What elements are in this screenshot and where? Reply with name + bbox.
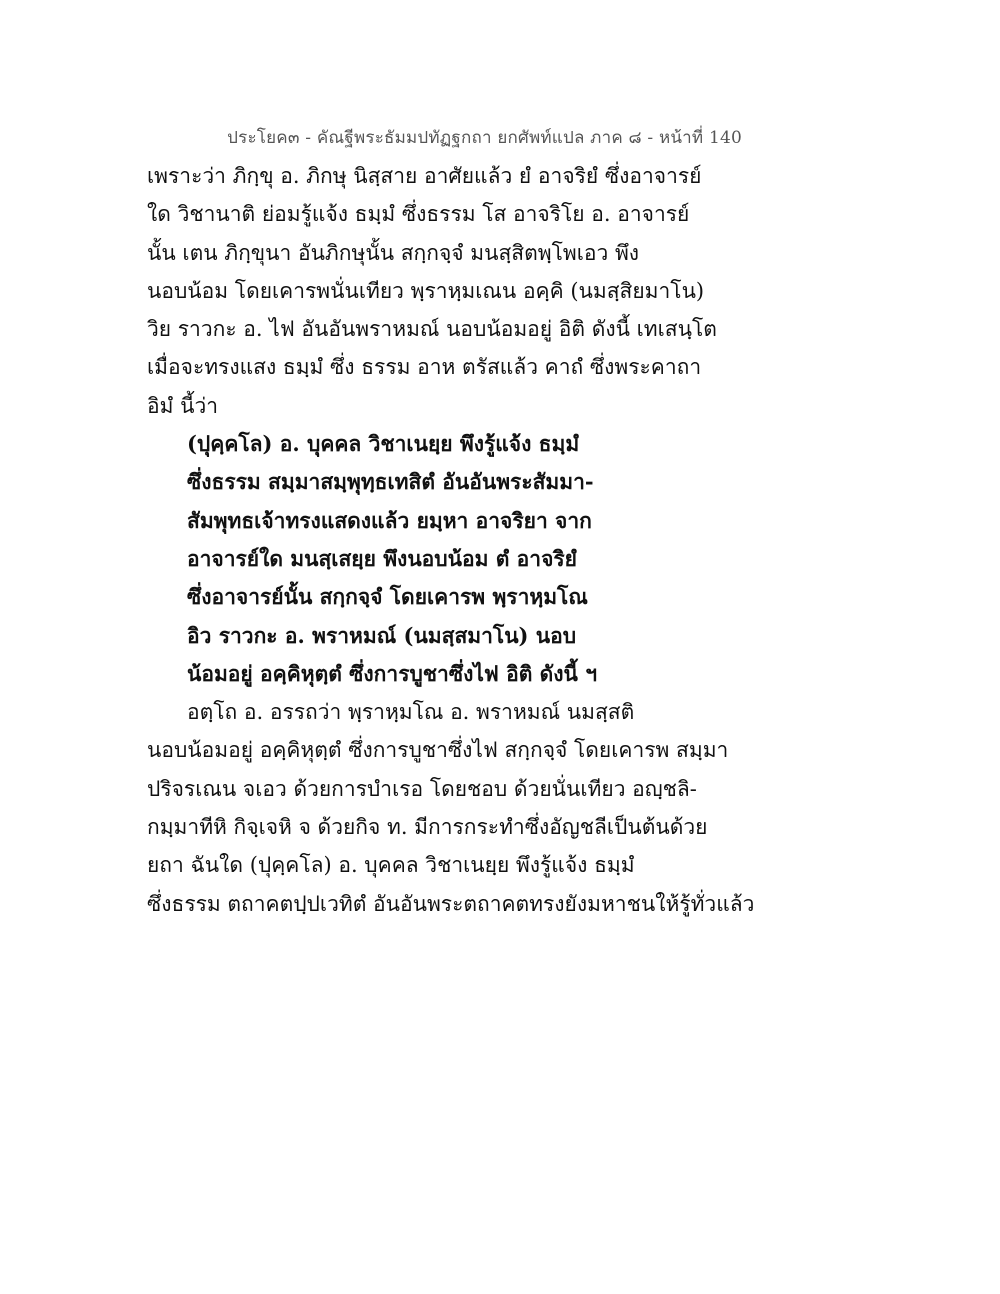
text-line: นั้น เตน ภิกฺขุนา อันภิกษุนั้น สกฺกจฺจํ มนสฺสิตพฺโพเอว พึง bbox=[147, 240, 640, 265]
text-line: อตฺโถ อ. อรรถว่า พฺราหฺมโณ อ. พราหมณ์ นมสฺสติ bbox=[187, 700, 635, 725]
text-line: เมื่อจะทรงแสง ธมฺมํ ซึ่ง ธรรม อาห ตรัสแล้ว คาถํ ซึ่งพระคาถา bbox=[147, 355, 702, 380]
text-line: ใด วิชานาติ ย่อมรู้แจ้ง ธมฺมํ ซึ่งธรรม โส อาจริโย อ. อาจารย์ bbox=[147, 202, 690, 227]
verse-line: อิว ราวกะ อ. พราหมณ์ (นมสฺสมาโน) นอบ bbox=[187, 622, 577, 648]
verse-line: น้อมอยู่ อคฺคิหุตฺตํ ซึ่งการบูชาซึ่งไฟ อิติ ดังนี้ ฯ bbox=[187, 660, 598, 686]
verse-line: สัมพุทธเจ้าทรงแสดงแล้ว ยมฺหา อาจริยา จาก bbox=[187, 507, 592, 533]
text-line: เพราะว่า ภิกฺขุ อ. ภิกษุ นิสฺสาย อาศัยแล้ว ยํ อาจริยํ ซึ่งอาจารย์ bbox=[147, 164, 702, 188]
verse-line: อาจารย์ใด มนสฺเสยฺย พึงนอบน้อม ตํ อาจริยํ bbox=[187, 545, 577, 571]
body-text bbox=[147, 157, 755, 923]
text-line: กมฺมาทีหิ กิจฺเจหิ จ ด้วยกิจ ท. มีการกระทำซึ่งอัญชลีเป็นต้นด้วย bbox=[147, 815, 708, 840]
text-line: ปริจรเณน จเอว ด้วยการบำเรอ โดยชอบ ด้วยนั่นเทียว อญฺชลิ- bbox=[147, 776, 697, 801]
text-line: อิมํ นี้ว่า bbox=[147, 393, 219, 418]
verse-line: ซึ่งอาจารย์นั้น สกฺกจฺจํ โดยเคารพ พฺราหฺมโณ bbox=[187, 584, 588, 610]
page-header: ประโยค๓ - คัณฐีพระธัมมปทัฏฐกถา ยกศัพท์แปล ภาค ๘ - หน้าที่ 140 bbox=[227, 128, 742, 148]
verse-line: ซึ่งธรรม สมฺมาสมฺพุทฺธเทสิตํ อันอันพระสัมมา- bbox=[187, 469, 594, 495]
text-line: ซึ่งธรรม ตถาคตปฺปเวทิตํ อันอันพระตถาคตทรงยังมหาชนให้รู้ทั่วแล้ว bbox=[147, 891, 755, 916]
text-line: นอบน้อมอยู่ อคฺคิหุตฺตํ ซึ่งการบูชาซึ่งไฟ สกฺกจฺจํ โดยเคารพ สมฺมา bbox=[147, 738, 729, 763]
text-line: ยถา ฉันใด (ปุคฺคโล) อ. บุคคล วิชาเนยฺย พึงรู้แจ้ง ธมฺมํ bbox=[147, 853, 635, 878]
text-line: วิย ราวกะ อ. ไฟ อันอันพราหมณ์ นอบน้อมอยู่ อิติ ดังนี้ เทเสนฺโต bbox=[147, 317, 717, 342]
text-line: นอบน้อม โดยเคารพนั่นเทียว พฺราหฺมเณน อคฺคิ (นมสฺสิยมาโน) bbox=[147, 278, 705, 303]
verse-line: (ปุคฺคโล) อ. บุคคล วิชาเนยฺย พึงรู้แจ้ง ธมฺมํ bbox=[187, 431, 580, 457]
